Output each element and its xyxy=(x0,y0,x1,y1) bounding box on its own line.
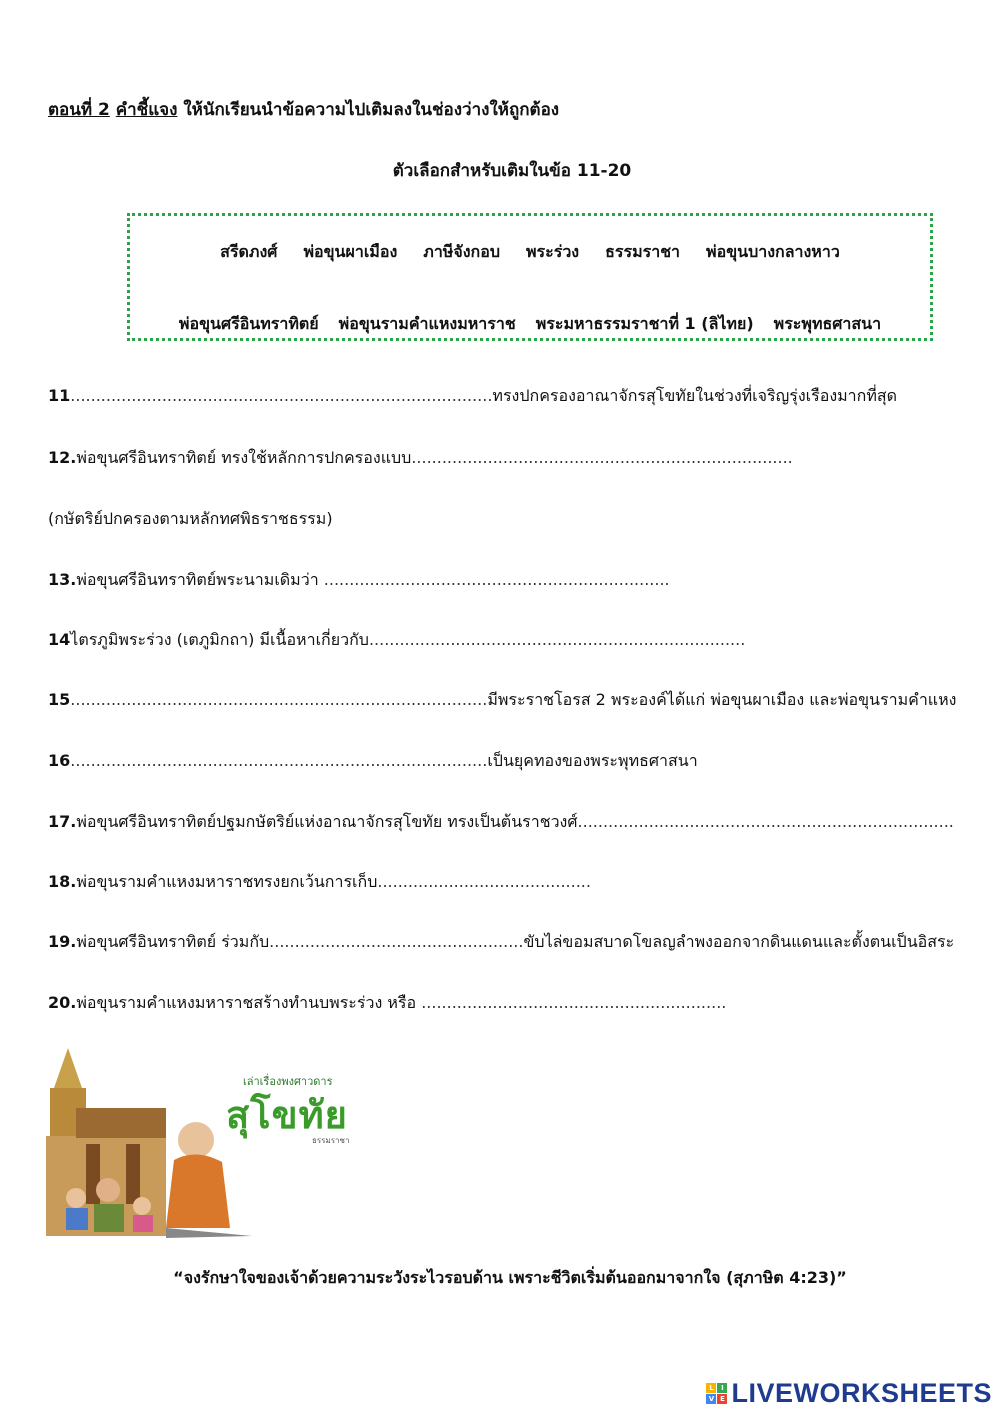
option-word: พ่อขุนรามคำแหงมหาราช xyxy=(338,314,516,333)
option-word: พระร่วง xyxy=(525,242,580,261)
question-number: 20. xyxy=(48,993,77,1012)
question-number: 13. xyxy=(48,570,77,589)
question-suffix: ทรงปกครองอาณาจักรสุโขทัยในช่วงที่เจริญรุ่งเรืองมากที่สุด xyxy=(492,386,898,405)
question-19 xyxy=(48,930,954,955)
options-title: ตัวเลือกสำหรับเติมในข้อ 11-20 xyxy=(392,161,632,181)
options-row-2 xyxy=(130,312,930,337)
option-word: พ่อขุนบางกลางหาว xyxy=(706,242,840,261)
question-20 xyxy=(48,991,726,1016)
logo-block: V xyxy=(706,1394,716,1404)
option-word: พ่อขุนศรีอินทราทิตย์ xyxy=(178,314,319,333)
option-word: พ่อขุนผาเมือง xyxy=(303,242,398,261)
answer-blank-19[interactable]: .................................................. xyxy=(269,932,524,951)
temple-roof xyxy=(76,1108,166,1138)
question-number: 11 xyxy=(48,386,71,405)
option-word: สรีดภงศ์ xyxy=(220,242,278,261)
question-number: 17. xyxy=(48,812,77,831)
liveworksheets-text: LIVEWORKSHEETS xyxy=(731,1378,992,1408)
child-figure xyxy=(133,1215,153,1232)
answer-blank-14[interactable]: .......................................................................... xyxy=(368,630,746,649)
answer-blank-13[interactable]: .................................................................... xyxy=(323,570,670,589)
question-prefix: พ่อขุนศรีอินทราทิตย์ ร่วมกับ xyxy=(76,932,270,951)
adult-figure xyxy=(94,1204,124,1232)
option-word: ภาษีจังกอบ xyxy=(423,242,500,261)
instruction-header xyxy=(48,96,559,123)
question-17 xyxy=(48,810,954,835)
liveworksheets-watermark[interactable] xyxy=(706,1378,992,1409)
sukhothai-illustration xyxy=(46,1048,252,1238)
question-12-note: (กษัตริย์ปกครองตามหลักทศพิธราชธรรม) xyxy=(48,509,333,528)
question-number: 14 xyxy=(48,630,71,649)
book-logo-small-text: เล่าเรื่องพงศาวดาร xyxy=(243,1075,333,1088)
ground xyxy=(166,1228,252,1238)
option-word: ธรรมราชา xyxy=(605,242,681,261)
options-row-1 xyxy=(130,240,930,265)
question-14 xyxy=(48,628,745,653)
temple-pillar xyxy=(126,1144,140,1204)
pagoda-spire xyxy=(54,1048,82,1088)
question-prefix: พ่อขุนศรีอินทราทิตย์พระนามเดิมว่า xyxy=(76,570,324,589)
question-15 xyxy=(48,688,956,713)
question-13 xyxy=(48,568,670,593)
answer-blank-20[interactable]: ............................................................ xyxy=(421,993,727,1012)
answer-blank-12[interactable]: ........................................................................... xyxy=(411,448,793,467)
question-11 xyxy=(48,384,897,409)
question-number: 15 xyxy=(48,690,71,709)
proverb-quote: “จงรักษาใจของเจ้าด้วยความระวังระไวรอบด้าน เพราะชีวิตเริ่มต้นออกมาจากใจ (สุภาษิต 4:23)” xyxy=(173,1268,847,1287)
child-figure xyxy=(66,1208,88,1230)
question-number: 16 xyxy=(48,751,71,770)
logo-block: E xyxy=(717,1394,727,1404)
question-suffix: เป็นยุคทองของพระพุทธศาสนา xyxy=(487,751,698,770)
question-prefix: พ่อขุนรามคำแหงมหาราชทรงยกเว้นการเก็บ xyxy=(76,872,378,891)
book-logo-subtitle: ธรรมราชา xyxy=(312,1136,350,1145)
instruction-text: ให้นักเรียนนำข้อความไปเติมลงในช่องว่างให้ถูกต้อง xyxy=(183,100,560,120)
liveworksheets-logo-icon xyxy=(706,1383,727,1404)
question-prefix: ไตรภูมิพระร่วง (เตภูมิกถา) มีเนื้อหาเกี่ยวกับ xyxy=(70,630,369,649)
answer-blank-11[interactable]: ................................................................................... xyxy=(70,386,493,405)
question-16 xyxy=(48,749,698,774)
question-number: 19. xyxy=(48,932,77,951)
question-number: 18. xyxy=(48,872,77,891)
answer-blank-17[interactable]: .......................................................................... xyxy=(577,812,954,831)
child-figure xyxy=(66,1188,86,1208)
part-label: ตอนที่ 2 xyxy=(48,100,110,120)
answer-blank-16[interactable]: .................................................................................. xyxy=(70,751,488,770)
options-box xyxy=(127,213,933,341)
question-18 xyxy=(48,870,591,895)
option-word: พระมหาธรรมราชาที่ 1 (ลิไทย) xyxy=(535,314,754,333)
child-figure xyxy=(133,1197,151,1215)
instruction-label: คำชี้แจง xyxy=(115,100,178,120)
book-logo-title: สุโขทัย xyxy=(226,1092,348,1137)
option-word: พระพุทธศาสนา xyxy=(773,314,882,333)
monk-robe xyxy=(166,1154,230,1228)
question-number: 12. xyxy=(48,448,77,467)
adult-figure xyxy=(96,1178,120,1202)
question-prefix: พ่อขุนรามคำแหงมหาราชสร้างทำนบพระร่วง หรือ xyxy=(76,993,422,1012)
monk-head xyxy=(178,1122,214,1158)
logo-block: L xyxy=(706,1383,716,1393)
question-suffix: มีพระราชโอรส 2 พระองค์ได้แก่ พ่อขุนผาเมือง และพ่อขุนรามคำแหง xyxy=(487,690,957,709)
question-prefix: พ่อขุนศรีอินทราทิตย์ ทรงใช้หลักการปกครองแบบ xyxy=(76,448,412,467)
answer-blank-15[interactable]: .................................................................................. xyxy=(70,690,488,709)
question-suffix: ขับไล่ขอมสบาดโขลญลำพงออกจากดินแดนและตั้งตนเป็นอิสระ xyxy=(523,932,955,951)
answer-blank-18[interactable]: .......................................... xyxy=(377,872,591,891)
logo-block: I xyxy=(717,1383,727,1393)
question-12 xyxy=(48,446,793,471)
question-prefix: พ่อขุนศรีอินทราทิตย์ปฐมกษัตริย์แห่งอาณาจักรสุโขทัย ทรงเป็นต้นราชวงศ์ xyxy=(76,812,578,831)
